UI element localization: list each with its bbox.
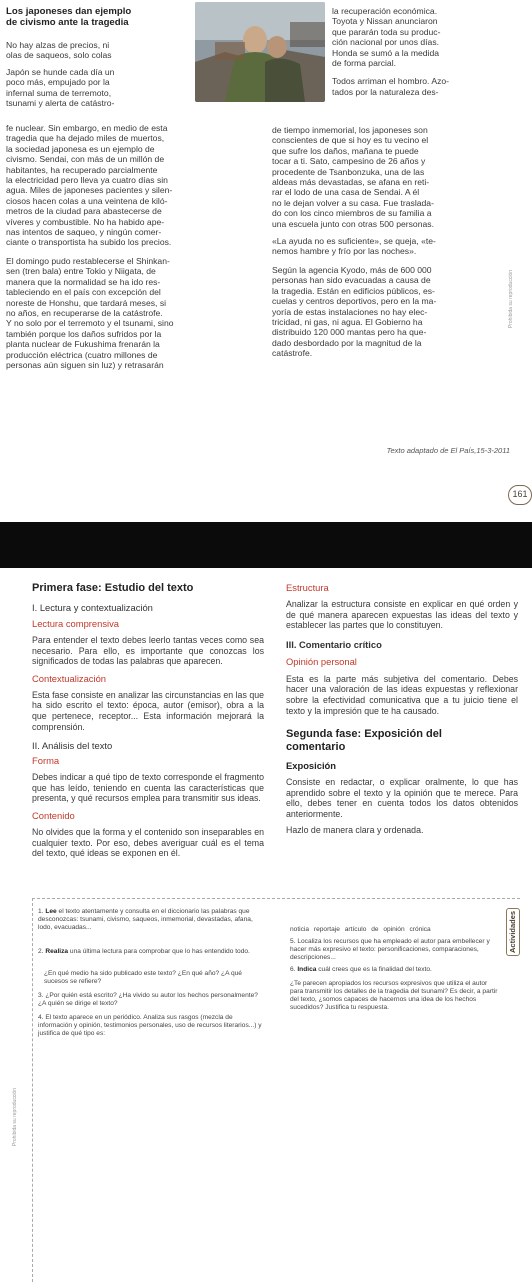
text-line: tsunami y alerta de catástro- <box>6 98 115 109</box>
text-line: ciosos hacen colas a una veintena de kiló- <box>6 195 168 206</box>
estructura-text: Analizar la estructura consiste en explicar en qué orden y de qué manera aparecen expuestas las ideas del texto y establecer las partes que lo constituyen. <box>286 599 518 631</box>
text-line: «La ayuda no es suficiente», se queja, «te- <box>272 236 436 247</box>
activity-text: El texto aparece en un periódico. Analiza sus rasgos (mezcla de información y opinión, testimonios personales, uso de recursos literarios...) y justifica de qué tipo es: <box>38 1014 262 1038</box>
phase2-title-line2: comentario <box>286 741 346 754</box>
guide-left-column <box>32 582 264 859</box>
text-line: que pararán toda su produc- <box>332 26 441 37</box>
forma-text: Debes indicar a qué tipo de texto corresponde el fragmento que has leído, teniendo en cuenta las características que presenta, y qué recursos emplea para transmitir sus ideas. <box>32 772 264 804</box>
text-line: infernal suma de terremoto, <box>6 87 112 98</box>
guide-right-column <box>286 582 518 835</box>
text-line: metros de la ciudad para abastecerse de <box>6 206 162 217</box>
text-line: Japón se hunde cada día un <box>6 66 115 77</box>
text-line: que sufre los daños, mañana te puede <box>272 145 419 156</box>
text-line: dado desbordado por la magnitud de la <box>272 337 422 348</box>
text-line: olas de saqueos, solo colas <box>6 50 112 61</box>
section2-title: II. Análisis del texto <box>32 740 113 752</box>
activity-4-continued <box>290 908 500 934</box>
contexto-text: Esta fase consiste en analizar las circunstancias en las que ha sido escrito el texto: época, autor (emisor), obra a la que pertenece, receptor... Esta información mejorará la comprensión. <box>32 689 264 732</box>
activity-4-options: noticia reportaje artículo de opinión crónica <box>290 926 431 933</box>
activity-text: el texto atentamente y consulta en el diccionario las palabras que desconozcas: tsunami, civismo, saqueos, inmemorial, devastadas, afana, lodo, evacuadas... <box>38 908 253 932</box>
contexto-heading: Contextualización <box>32 672 107 684</box>
text-line: tocar a ti. Sato, campesino de 26 años y <box>272 156 426 167</box>
article-right-bottom <box>272 125 500 359</box>
activity-number: 6. <box>290 966 296 973</box>
phase2-title-line1: Segunda fase: Exposición del <box>286 728 442 741</box>
activity-text: ¿Por quién está escrito? ¿Ha vivido su autor los hechos personalmente? ¿A quién se dirige el texto? <box>38 992 258 1008</box>
exposicion-heading: Exposición <box>286 760 337 772</box>
activities-tab-label: Actividades <box>508 910 517 954</box>
section3-title: III. Comentario crítico <box>286 638 382 650</box>
text-line: Toyota y Nissan anunciaron <box>332 16 438 27</box>
article-left-bottom <box>6 123 264 370</box>
activity-3 <box>38 992 264 1008</box>
text-line: cuelas y centros deportivos, pero en la ma- <box>272 296 437 307</box>
exposicion-text: Consiste en redactar, o explicar oralmente, lo que has aprendido sobre el texto y la opinión que te merece. Para ello, debes tener en cuenta todos los datos obtenidos anteriormente. <box>286 777 518 819</box>
contenido-text: No olvides que la forma y el contenido son inseparables en cualquier texto. Por eso, debes averiguar cuál es el tema del texto, qué ideas se exponen en él. <box>32 826 264 859</box>
activity-number: 2. <box>38 948 44 955</box>
page-gap <box>0 522 532 568</box>
text-line: Y no solo por el terremoto y el tsunami, sino <box>6 318 174 329</box>
text-line: personas han sido evacuadas a causa de <box>272 275 431 286</box>
lectura-text: Para entender el texto debes leerlo tantas veces como sea necesario. Para ello, es importante que conozcas los significados de todas las palabras que aparecen. <box>32 635 264 667</box>
text-line: víveres y combustible. No ha habido ape- <box>6 216 165 227</box>
article-source: Texto adaptado de El País,15-3-2011 <box>386 446 510 455</box>
text-line: catástrofe. <box>272 348 313 359</box>
phase1-title: Primera fase: Estudio del texto <box>32 582 194 594</box>
opinion-heading: Opinión personal <box>286 655 357 667</box>
text-line: sen (tren bala) entre Tokio y Niigata, de <box>6 266 156 277</box>
text-line: aldeas más devastadas, se afana en reti- <box>272 177 430 188</box>
text-line: tableciendo en el país con excepción del <box>6 287 161 298</box>
text-line: la tragedia. Están en edificios públicos, es- <box>272 285 435 296</box>
text-line: No hay alzas de precios, ni <box>6 40 110 50</box>
text-line: do con los cinco miembros de su familia a <box>272 208 432 219</box>
lectura-heading: Lectura comprensiva <box>32 618 120 629</box>
forma-heading: Forma <box>32 755 60 767</box>
text-line: no le dejan volver a su casa. Fue trasladа- <box>272 197 434 208</box>
activity-number: 4. <box>38 1014 44 1021</box>
activity-number: 5. <box>290 938 296 945</box>
text-line: distribuido 120 000 mantas pero ha que- <box>272 327 427 338</box>
activity-number: 1. <box>38 908 44 915</box>
text-line: también porque los daños sufridos por la <box>6 328 162 339</box>
text-line: nemos hambre y frío por las noches». <box>272 246 417 257</box>
text-line: de tiempo inmemorial, los japoneses son <box>272 125 428 135</box>
text-line: noreste de Honshu, que tardará meses, si <box>6 297 167 308</box>
opinion-text: Esta es la parte más subjetiva del comentario. Debes hacer una valoración de las ideas expuestas y reflexionar sobre la efectividad comunicativa que a tu juicio tiene el texto y la impresión que te ha causado. <box>286 673 518 716</box>
text-line: producción eléctrica (cuatro millones de <box>6 349 158 360</box>
text-line: yoría de estas instalaciones no hay elec- <box>272 306 428 317</box>
text-line: no años, en recuperarse de la catástrofe. <box>6 307 163 318</box>
activity-text: cuál crees que es la finalidad del texto. <box>316 966 432 973</box>
activity-verb: Lee <box>45 908 57 915</box>
text-line: Según la agencia Kyodo, más de 600 000 <box>272 264 432 275</box>
copyright-note-2: Prohibida su reproducción <box>12 1088 18 1147</box>
contenido-heading: Contenido <box>32 809 75 821</box>
text-line: nas intentos de saqueo, y ningún comer- <box>6 227 162 238</box>
text-line: la electricidad pero lleva ya cuatro días sin <box>6 175 168 186</box>
exposicion-text-2: Hazlo de manera clara y ordenada. <box>286 824 424 835</box>
text-line: tados por la naturaleza des- <box>332 86 439 97</box>
article-title-line2: de civismo ante la tragedia <box>6 17 129 28</box>
text-line: personas aún siguen sin luz) y retrasarán <box>6 359 164 370</box>
estructura-heading: Estructura <box>286 582 329 593</box>
activity-5 <box>290 938 500 962</box>
text-line: tragedia que ha dejado miles de muertos, <box>6 133 165 144</box>
text-line: Todos arriman el hombro. Azo- <box>332 76 450 87</box>
text-line: fe nuclear. Sin embargo, en medio de esta <box>6 123 168 133</box>
text-line: conscientes de que si hoy es tu vecino el <box>272 135 429 146</box>
text-line: El domingo pudo restablecerse el Shinkan- <box>6 255 170 266</box>
article-title-line1: Los japoneses dan ejemplo <box>6 6 132 17</box>
text-line: Honda se sumó a la medida <box>332 47 440 58</box>
news-photo <box>195 2 325 102</box>
article-left-top <box>6 40 194 108</box>
activity-2b: ¿En qué medio ha sido publicado este texto? ¿En qué año? ¿A qué sucesos se refiere? <box>44 970 242 986</box>
text-line: la recuperación económica. <box>332 6 438 16</box>
article-right-top <box>332 6 500 97</box>
activity-text: Localiza los recursos que ha empleado el autor para embellecer y hacer más expresivo el texto: personificaciones, comparaciones, descripciones... <box>290 938 490 962</box>
activity-4 <box>38 1014 264 1038</box>
textbook-page-guide <box>0 568 532 1282</box>
section1-title: I. Lectura y contextualización <box>32 602 153 613</box>
text-line: habitantes, ha recuperado parcialmente <box>6 164 158 175</box>
text-line: ción nacional por unos días. <box>332 37 440 48</box>
text-line: rar el lodo de una casa de Sendai. A él <box>272 187 420 198</box>
text-line: planta nuclear de Fukushima frenarán la <box>6 339 160 350</box>
text-line: ciante o transportista ha subido los precios. <box>6 237 172 248</box>
text-line: manera que la normalidad se ha ido res- <box>6 276 161 287</box>
activity-6 <box>290 966 500 974</box>
activity-2 <box>38 948 264 956</box>
page-number-badge: 161 <box>508 485 532 505</box>
activity-text: una última lectura para comprobar que lo has entendido todo. <box>68 948 250 955</box>
activity-6b: ¿Te parecen apropiados los recursos expresivos que utiliza el autor para transmitir los detalles de la tragedia del tsunami? Es decir, a partir del texto, ¿somos capaces de hacernos una idea de los hechos sucedidos? Justifica tu respuesta. <box>290 980 498 1012</box>
activity-number: 3. <box>38 992 44 999</box>
textbook-page-161 <box>0 0 532 522</box>
text-line: poco más, empujado por la <box>6 77 110 88</box>
text-line: civismo. Sendai, con más de un millón de <box>6 154 165 165</box>
text-line: agua. Miles de japoneses pacientes y silen- <box>6 185 173 196</box>
text-line: la sociedad japonesa es un ejemplo de <box>6 143 155 154</box>
text-line: procedente de Tsanbonzuka, una de las <box>272 166 425 177</box>
activity-verb: Realiza <box>45 948 69 955</box>
copyright-note: Prohibida su reproducción <box>508 270 514 329</box>
text-line: tricidad, ni gas, ni agua. El Gobierno ha <box>272 316 423 327</box>
text-line: de forma parcial. <box>332 58 397 69</box>
activity-verb: Indica <box>297 966 317 973</box>
text-line: una escuela junto con otras 500 personas. <box>272 218 434 229</box>
article-title <box>6 6 194 28</box>
activity-1 <box>38 908 264 932</box>
